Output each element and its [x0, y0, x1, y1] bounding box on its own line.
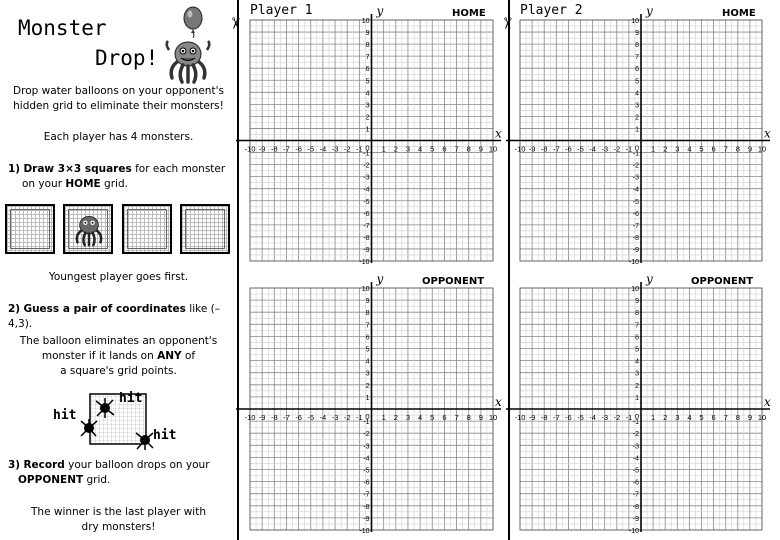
- y-tick-label: -5: [632, 198, 639, 206]
- x-tick-label: -5: [577, 413, 584, 422]
- y-tick-label: -5: [363, 467, 370, 475]
- grid-player-1-opponent[interactable]: [236, 272, 502, 535]
- x-axis-label: x: [764, 395, 771, 409]
- x-tick-label: -9: [258, 144, 266, 154]
- x-tick-label: -3: [601, 413, 609, 422]
- step-1-home: HOME: [65, 178, 101, 190]
- y-tick-label: 7: [365, 322, 370, 330]
- scissors-icon: ✂: [226, 16, 246, 31]
- x-tick-label: 10: [488, 413, 498, 422]
- x-tick-label: -5: [577, 144, 584, 154]
- x-tick-label: -9: [258, 413, 266, 422]
- y-tick-label: -10: [628, 528, 639, 535]
- x-tick-label: 8: [466, 413, 471, 422]
- x-tick-label: 8: [466, 144, 471, 154]
- x-tick-label: -4: [589, 144, 596, 154]
- x-tick-label: 1: [381, 144, 386, 154]
- y-tick-label: 3: [365, 370, 370, 378]
- step-1-line-2-pre: on your: [22, 178, 66, 190]
- x-tick-label: 6: [442, 413, 447, 422]
- y-tick-label: 5: [635, 346, 639, 354]
- step-1-num: 1): [8, 163, 21, 175]
- y-tick-label: -10: [359, 259, 370, 266]
- y-tick-label: -6: [632, 479, 639, 487]
- y-tick-label: -7: [632, 491, 639, 499]
- y-tick-label: 8: [635, 42, 639, 50]
- y-tick-label: 6: [365, 334, 370, 342]
- y-tick-label: -1: [632, 150, 639, 158]
- y-tick-label: -6: [363, 479, 370, 487]
- x-tick-label: -2: [343, 413, 351, 422]
- balloon-rule-any: ANY: [157, 350, 182, 362]
- y-tick-label: 7: [635, 322, 639, 330]
- x-tick-label: 1: [651, 144, 656, 154]
- step-1-bold: Draw 3×3 squares: [23, 163, 132, 175]
- y-tick-label: 9: [365, 298, 370, 306]
- x-tick-label: 10: [757, 413, 767, 422]
- x-tick-label: -2: [613, 413, 621, 422]
- players-note: Each player has 4 monsters.: [43, 131, 194, 143]
- x-tick-label: -3: [601, 144, 609, 154]
- x-tick-label: -6: [295, 413, 302, 422]
- x-tick-label: 8: [735, 144, 740, 154]
- y-tick-label: 5: [365, 78, 370, 86]
- step-2-num: 2): [8, 303, 21, 315]
- winner-line-1: The winner is the last player with: [31, 506, 206, 518]
- y-tick-label: -9: [363, 246, 370, 254]
- x-tick-label: -6: [565, 144, 572, 154]
- x-tick-label: 9: [478, 413, 483, 422]
- y-tick-label: -9: [632, 246, 639, 254]
- intro-line-1: Drop water balloons on your opponent's: [13, 85, 224, 97]
- y-tick-label: -7: [363, 491, 370, 499]
- x-tick-label: 10: [757, 144, 767, 154]
- step-3-rest: your balloon drops on your: [64, 459, 210, 471]
- x-tick-label: -10: [514, 144, 526, 154]
- y-tick-label: -4: [363, 186, 370, 194]
- y-tick-label: -8: [632, 234, 639, 242]
- x-tick-label: -6: [295, 144, 302, 154]
- x-axis-label: x: [495, 126, 502, 141]
- x-tick-label: 9: [747, 144, 752, 154]
- y-tick-label: 1: [365, 126, 370, 134]
- balloon-rule-1: The balloon eliminates an opponent's: [19, 335, 218, 347]
- x-tick-label: 5: [430, 144, 435, 154]
- step-3-opponent: OPPONENT: [18, 474, 84, 486]
- y-tick-label: -1: [363, 419, 370, 427]
- y-tick-label: -9: [363, 515, 370, 523]
- x-tick-label: 2: [663, 413, 668, 422]
- y-tick-label: -1: [632, 419, 639, 427]
- y-tick-label: 8: [365, 310, 370, 318]
- y-tick-label: -4: [632, 455, 639, 463]
- y-tick-label: 5: [635, 78, 639, 86]
- y-tick-label: -3: [632, 443, 639, 451]
- y-tick-label: 1: [365, 394, 370, 402]
- y-tick-label: -8: [363, 234, 370, 242]
- x-tick-label: 5: [699, 144, 704, 154]
- x-tick-label: 9: [747, 413, 752, 422]
- x-tick-label: 4: [687, 144, 692, 154]
- x-tick-label: -3: [331, 144, 339, 154]
- y-tick-label: 6: [635, 66, 639, 74]
- y-tick-label: 8: [635, 310, 639, 318]
- home-label-p1: HOME: [452, 8, 486, 19]
- y-tick-label: -3: [363, 443, 370, 451]
- x-tick-label: -5: [307, 144, 315, 154]
- y-tick-label: -3: [632, 174, 639, 182]
- y-tick-label: 1: [635, 126, 639, 134]
- x-tick-label: -3: [331, 413, 339, 422]
- x-tick-label: 9: [478, 144, 483, 154]
- y-tick-label: 4: [365, 90, 370, 98]
- hit-label-left: hit: [53, 408, 77, 423]
- y-tick-label: -5: [632, 467, 639, 475]
- x-tick-label: -7: [552, 144, 560, 154]
- y-axis-label: y: [646, 272, 653, 286]
- home-label-p2: HOME: [722, 8, 756, 19]
- y-tick-label: 3: [635, 370, 639, 378]
- x-axis-label: x: [764, 126, 771, 141]
- grid-player-2-opponent[interactable]: [506, 272, 771, 535]
- x-tick-label: -9: [528, 144, 536, 154]
- x-tick-label: -2: [343, 144, 351, 154]
- grid-player-1-home[interactable]: [236, 4, 502, 266]
- step-3-line-2-post: grid.: [83, 474, 111, 486]
- y-tick-label: 4: [635, 90, 639, 98]
- x-tick-label: 7: [454, 413, 459, 422]
- x-tick-label: -7: [283, 144, 290, 154]
- x-tick-label: -7: [283, 413, 290, 422]
- x-tick-label: -2: [613, 144, 621, 154]
- balloon-rule-2-post: of: [181, 350, 196, 362]
- step-3-num: 3): [8, 459, 21, 471]
- y-tick-label: -6: [363, 210, 370, 218]
- y-tick-label: -2: [363, 431, 370, 439]
- step-3-bold: Record: [23, 459, 65, 471]
- x-tick-label: 1: [651, 413, 656, 422]
- x-tick-label: -1: [625, 144, 633, 154]
- y-tick-label: 2: [365, 382, 370, 390]
- x-tick-label: -9: [528, 413, 536, 422]
- step-2-bold: Guess a pair of coordinates: [23, 303, 186, 315]
- player-1-label: Player 1: [250, 3, 313, 18]
- step-1-rest: for each monster: [131, 163, 226, 175]
- y-tick-label: 10: [631, 286, 639, 293]
- origin-label: 0: [365, 143, 370, 153]
- x-tick-label: -1: [356, 413, 363, 422]
- title-line-1: Monster: [18, 16, 107, 40]
- y-tick-label: 4: [365, 358, 370, 366]
- y-tick-label: 9: [365, 30, 370, 38]
- balloon-rule-3: a square's grid points.: [60, 365, 177, 377]
- winner-line-2: dry monsters!: [81, 521, 156, 533]
- y-tick-label: -1: [363, 150, 370, 158]
- x-tick-label: 5: [699, 413, 704, 422]
- x-tick-label: 4: [418, 144, 423, 154]
- youngest-note: Youngest player goes first.: [48, 271, 189, 283]
- step-2-rest: like (–4,3).: [8, 303, 220, 330]
- y-tick-label: -4: [363, 455, 370, 463]
- hit-label-top: hit: [119, 391, 143, 406]
- x-tick-label: -8: [270, 413, 278, 422]
- x-tick-label: 7: [723, 144, 728, 154]
- x-tick-label: -4: [319, 413, 327, 422]
- x-tick-label: 10: [488, 144, 498, 154]
- y-tick-label: 6: [635, 334, 639, 342]
- y-tick-label: 5: [365, 346, 370, 354]
- y-axis-label: y: [376, 4, 384, 18]
- x-tick-label: -4: [589, 413, 596, 422]
- x-tick-label: -8: [540, 413, 548, 422]
- x-tick-label: 4: [418, 413, 423, 422]
- balloon-rule-2-pre: monster if it lands on: [41, 350, 158, 362]
- y-tick-label: -8: [363, 503, 370, 511]
- origin-label: 0: [365, 412, 370, 421]
- x-tick-label: 6: [442, 144, 447, 154]
- opponent-label-p1: OPPONENT: [422, 276, 485, 287]
- x-tick-label: 5: [430, 413, 435, 422]
- y-tick-label: -7: [632, 222, 639, 230]
- y-tick-label: 1: [635, 394, 639, 402]
- y-axis-label: y: [646, 4, 653, 18]
- y-tick-label: 2: [365, 114, 370, 122]
- x-tick-label: -4: [319, 144, 327, 154]
- y-tick-label: -9: [632, 515, 639, 523]
- y-tick-label: -5: [363, 198, 370, 206]
- x-tick-label: -8: [540, 144, 548, 154]
- y-tick-label: 4: [635, 358, 639, 366]
- grid-player-2-home[interactable]: [506, 4, 771, 266]
- y-tick-label: -2: [632, 431, 639, 439]
- y-tick-label: -8: [632, 503, 639, 511]
- step-1-line-2-post: grid.: [100, 178, 128, 190]
- x-tick-label: -10: [244, 144, 256, 154]
- x-tick-label: 7: [454, 144, 459, 154]
- origin-label: 0: [634, 412, 639, 421]
- y-tick-label: 6: [365, 66, 370, 74]
- x-tick-label: 6: [711, 413, 716, 422]
- x-tick-label: 3: [405, 144, 411, 154]
- x-axis-label: x: [495, 395, 502, 409]
- x-tick-label: -10: [244, 413, 256, 422]
- y-axis-label: y: [376, 272, 384, 286]
- intro-line-2: hidden grid to eliminate their monsters!: [13, 100, 224, 112]
- x-tick-label: -10: [514, 413, 526, 422]
- scissors-icon: ✂: [498, 16, 518, 31]
- y-tick-label: 9: [635, 30, 639, 38]
- hit-label-bottom: hit: [153, 428, 177, 443]
- x-tick-label: 6: [711, 144, 716, 154]
- x-tick-label: 2: [393, 413, 398, 422]
- x-tick-label: 4: [687, 413, 692, 422]
- x-tick-label: -7: [552, 413, 560, 422]
- origin-label: 0: [634, 143, 639, 153]
- y-tick-label: -2: [363, 162, 370, 170]
- x-tick-label: 3: [675, 144, 680, 154]
- player-2-label: Player 2: [520, 3, 583, 18]
- y-tick-label: 9: [635, 298, 639, 306]
- y-tick-label: -7: [363, 222, 370, 230]
- y-tick-label: 10: [361, 18, 370, 25]
- x-tick-label: 1: [381, 413, 386, 422]
- x-tick-label: 3: [675, 413, 680, 422]
- y-tick-label: -6: [632, 210, 639, 218]
- y-tick-label: 7: [365, 54, 370, 62]
- x-tick-label: 2: [393, 144, 398, 154]
- x-tick-label: 7: [723, 413, 728, 422]
- y-tick-label: 3: [365, 102, 370, 110]
- y-tick-label: -2: [632, 162, 639, 170]
- y-tick-label: -10: [359, 528, 370, 535]
- y-tick-label: -10: [628, 259, 639, 266]
- x-tick-label: -6: [565, 413, 572, 422]
- y-tick-label: 3: [635, 102, 639, 110]
- y-tick-label: -3: [363, 174, 370, 182]
- y-tick-label: 8: [365, 42, 370, 50]
- y-tick-label: 2: [635, 114, 639, 122]
- x-tick-label: -8: [270, 144, 278, 154]
- x-tick-label: 8: [735, 413, 740, 422]
- y-tick-label: 10: [631, 18, 639, 25]
- x-tick-label: 2: [663, 144, 668, 154]
- title-line-2: Drop!: [95, 46, 159, 70]
- y-tick-label: 10: [361, 286, 370, 293]
- y-tick-label: 2: [635, 382, 639, 390]
- opponent-label-p2: OPPONENT: [691, 276, 754, 287]
- x-tick-label: -1: [356, 144, 363, 154]
- x-tick-label: 3: [405, 413, 411, 422]
- x-tick-label: -1: [625, 413, 633, 422]
- y-tick-label: 7: [635, 54, 639, 62]
- y-tick-label: -4: [632, 186, 639, 194]
- x-tick-label: -5: [307, 413, 315, 422]
